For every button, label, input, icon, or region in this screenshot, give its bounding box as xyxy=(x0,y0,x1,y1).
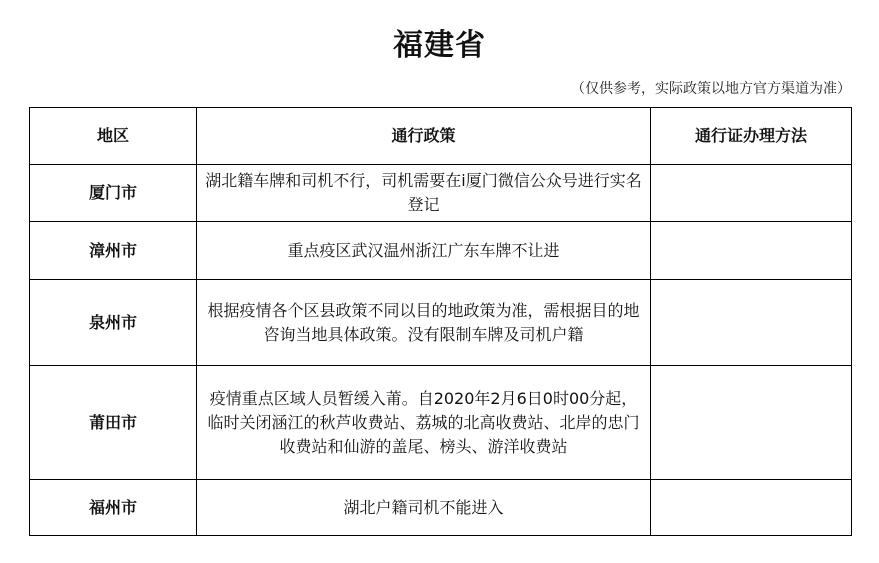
table-header-row xyxy=(30,108,852,165)
disclaimer-note: （仅供参考，实际政策以地方官方渠道为准） xyxy=(571,81,851,97)
region-cell: 福州市 xyxy=(30,480,197,536)
policy-cell: 重点疫区武汉温州浙江广东车牌不让进 xyxy=(197,222,651,280)
header-policy: 通行政策 xyxy=(197,108,651,165)
region-cell: 泉州市 xyxy=(30,280,197,366)
header-region: 地区 xyxy=(30,108,197,165)
pass-method-cell xyxy=(651,165,852,222)
policy-cell: 湖北籍车牌和司机不行，司机需要在i厦门微信公众号进行实名登记 xyxy=(197,165,651,222)
table-row xyxy=(30,165,852,222)
policy-cell: 根据疫情各个区县政策不同以目的地政策为准，需根据目的地咨询当地具体政策。没有限制车牌及司机户籍 xyxy=(197,280,651,366)
policy-table xyxy=(29,107,852,536)
region-cell: 厦门市 xyxy=(30,165,197,222)
pass-method-cell xyxy=(651,366,852,480)
policy-cell: 湖北户籍司机不能进入 xyxy=(197,480,651,536)
policy-cell: 疫情重点区域人员暂缓入莆。自2020年2月6日0时00分起，临时关闭涵江的秋芦收费站、荔城的北高收费站、北岸的忠门收费站和仙游的盖尾、榜头、游洋收费站 xyxy=(197,366,651,480)
region-cell: 莆田市 xyxy=(30,366,197,480)
pass-method-cell xyxy=(651,280,852,366)
table-row xyxy=(30,366,852,480)
region-cell: 漳州市 xyxy=(30,222,197,280)
table-row xyxy=(30,280,852,366)
page-title: 福建省 xyxy=(393,28,486,63)
header-pass-method: 通行证办理方法 xyxy=(651,108,852,165)
table-row xyxy=(30,480,852,536)
pass-method-cell xyxy=(651,480,852,536)
pass-method-cell xyxy=(651,222,852,280)
table-row xyxy=(30,222,852,280)
